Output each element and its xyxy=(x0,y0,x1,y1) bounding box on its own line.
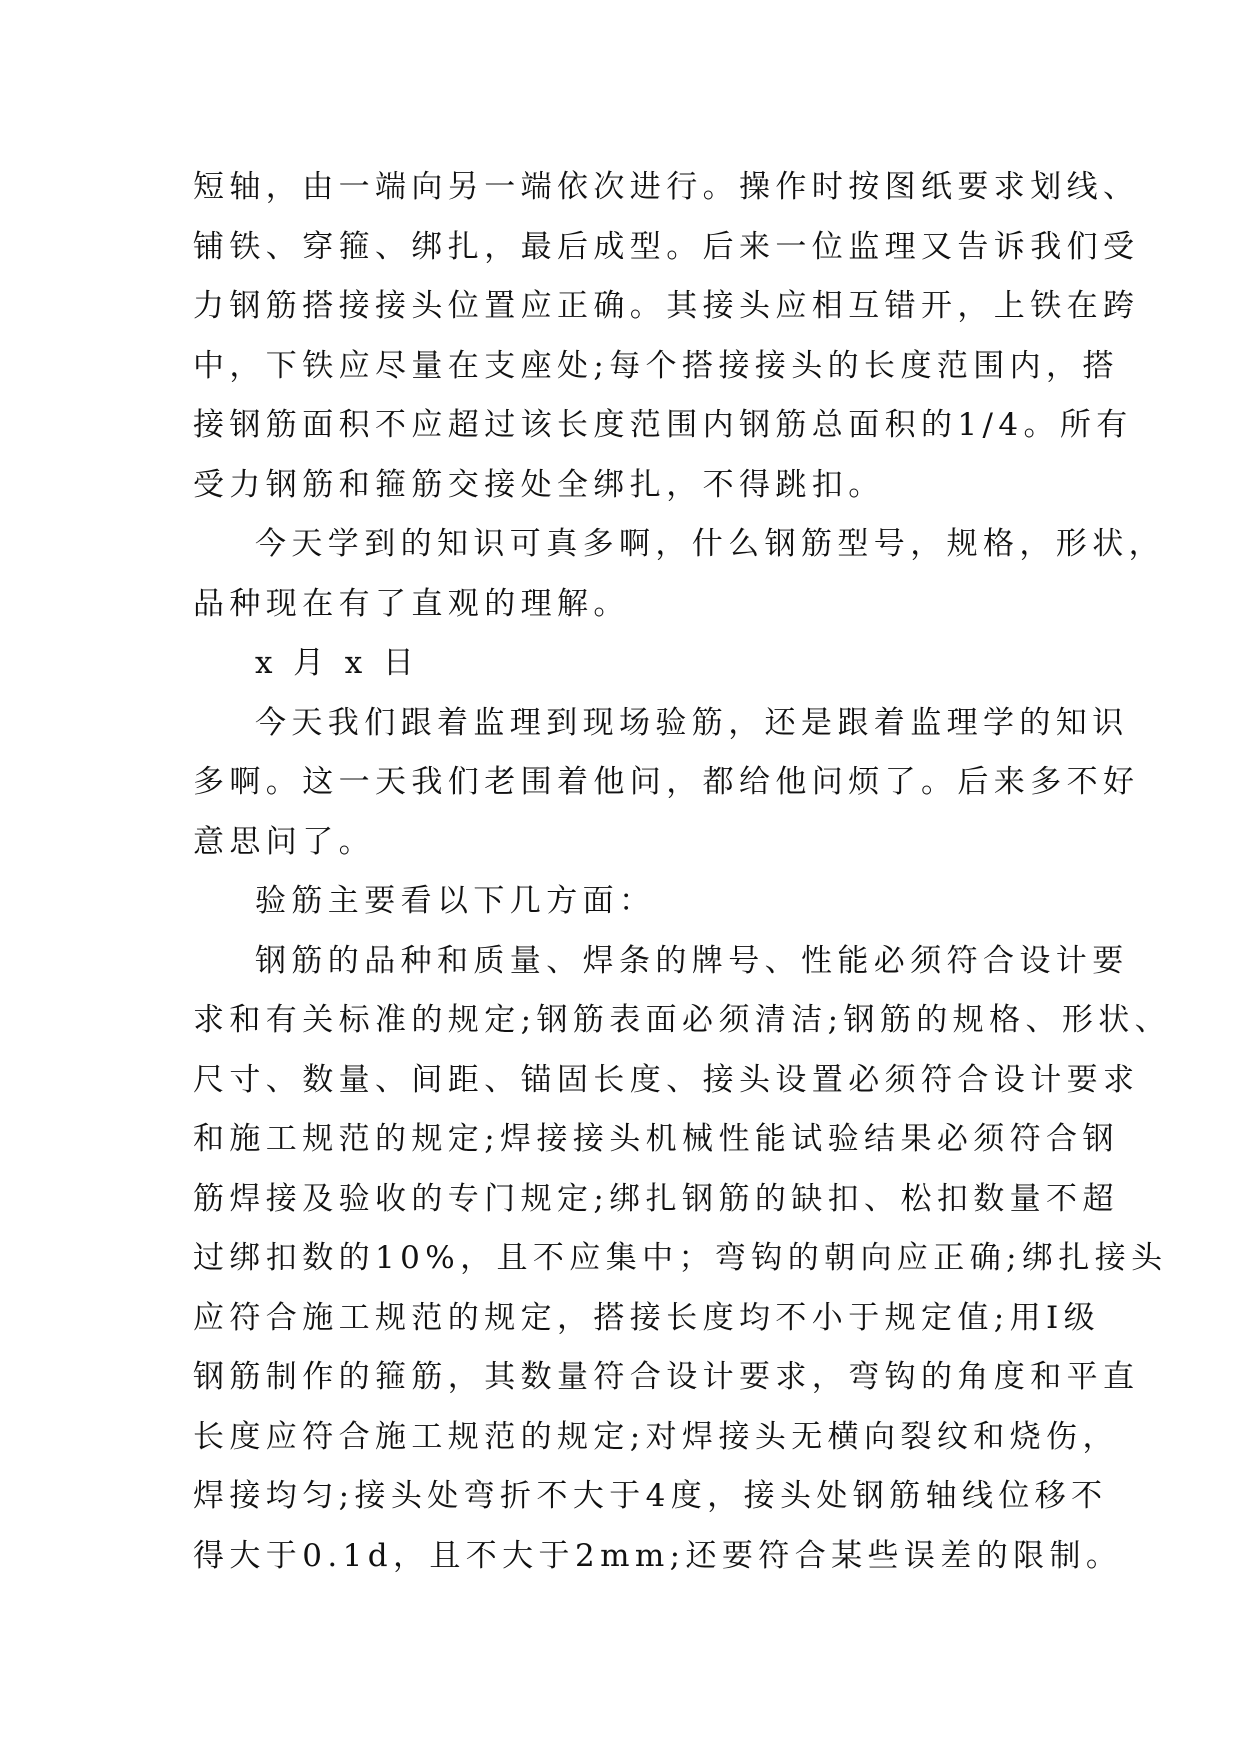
text-line: 得大于0.1d，且不大于2mm;还要符合某些误差的限制。 xyxy=(193,1537,1123,1574)
date-heading: x 月 x 日 xyxy=(255,645,420,681)
text-line: 长度应符合施工规范的规定;对焊接头无横向裂纹和烧伤， xyxy=(193,1418,1119,1455)
text-line: 过绑扣数的10%，且不应集中；弯钩的朝向应正确;绑扎接头 xyxy=(193,1240,1168,1276)
body-text xyxy=(193,158,1172,1586)
text-line: 意思问了。 xyxy=(193,823,375,860)
paragraph-first-line: 今天学到的知识可真多啊，什么钢筋型号，规格，形状， xyxy=(255,526,1165,562)
text-line: 应符合施工规范的规定，搭接长度均不小于规定值;用Ⅰ级 xyxy=(193,1299,1101,1336)
text-line: 焊接均匀;接头处弯折不大于4度，接头处钢筋轴线位移不 xyxy=(193,1478,1108,1514)
text-line: 接钢筋面积不应超过该长度范围内钢筋总面积的1/4。所有 xyxy=(193,407,1133,443)
section-intro: 验筋主要看以下几方面： xyxy=(255,883,656,919)
text-line: 钢筋制作的箍筋，其数量符合设计要求，弯钩的角度和平直 xyxy=(193,1359,1140,1395)
paragraph-first-line: 今天我们跟着监理到现场验筋，还是跟着监理学的知识 xyxy=(255,704,1129,741)
text-line: 受力钢筋和箍筋交接处全绑扎，不得跳扣。 xyxy=(193,466,885,503)
text-line: 求和有关标准的规定;钢筋表面必须清洁;钢筋的规格、形状、 xyxy=(193,1002,1172,1038)
text-line: 力钢筋搭接接头位置应正确。其接头应相互错开，上铁在跨 xyxy=(193,288,1140,324)
text-line: 多啊。这一天我们老围着他问，都给他问烦了。后来多不好 xyxy=(193,764,1140,800)
text-line: 中，下铁应尽量在支座处;每个搭接接头的长度范围内，搭 xyxy=(193,347,1119,384)
text-line: 和施工规范的规定;焊接接头机械性能试验结果必须符合钢 xyxy=(193,1121,1119,1157)
text-line: 短轴，由一端向另一端依次进行。操作时按图纸要求划线、 xyxy=(193,169,1140,205)
text-line: 筋焊接及验收的专门规定;绑扎钢筋的缺扣、松扣数量不超 xyxy=(193,1180,1119,1217)
paragraph-first-line: 钢筋的品种和质量、焊条的牌号、性能必须符合设计要 xyxy=(255,942,1129,979)
text-line: 尺寸、数量、间距、锚固长度、接头设置必须符合设计要求 xyxy=(193,1061,1140,1098)
text-line: 品种现在有了直观的理解。 xyxy=(193,585,630,622)
text-line: 铺铁、穿箍、绑扎，最后成型。后来一位监理又告诉我们受 xyxy=(193,228,1140,265)
